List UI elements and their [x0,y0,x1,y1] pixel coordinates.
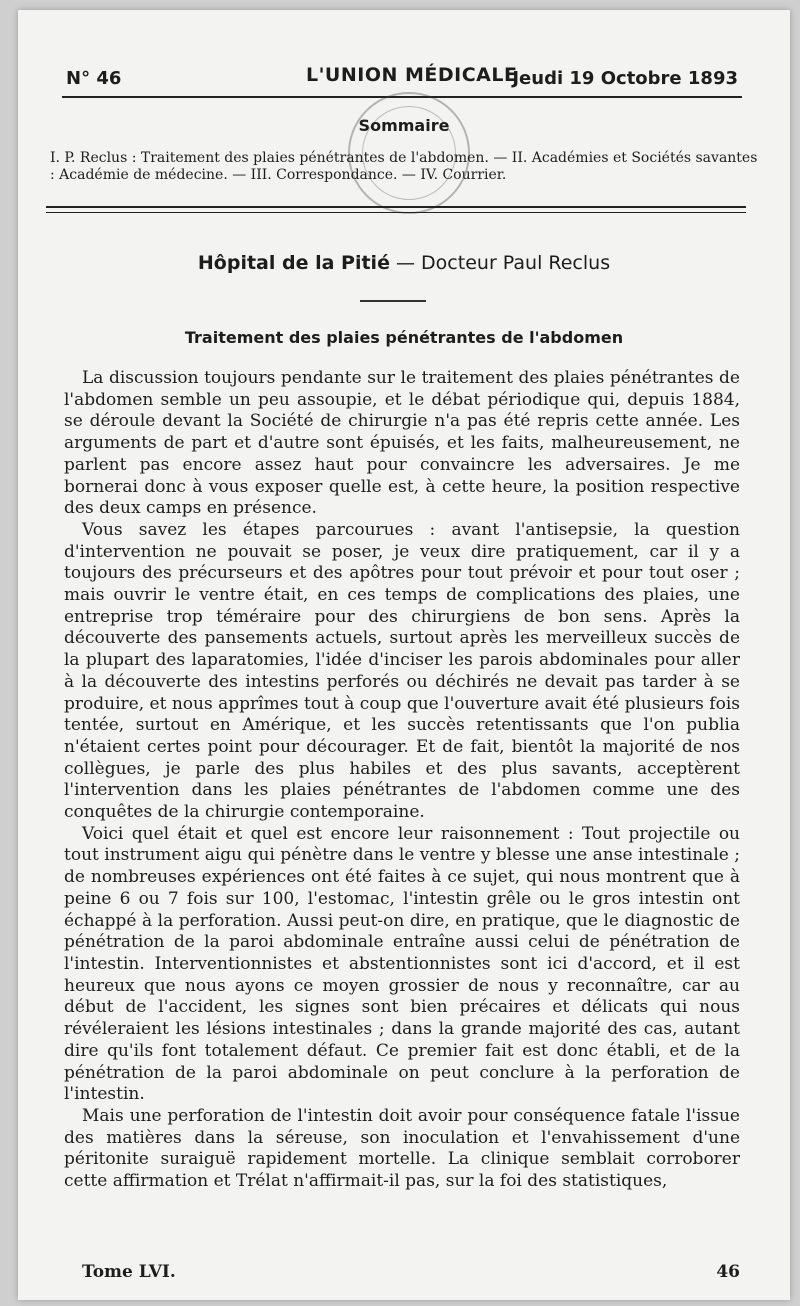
tome-label: Tome LVI. [82,1262,176,1282]
author-name: — Docteur Paul Reclus [396,252,611,274]
page-footer [64,1262,740,1286]
paragraph-2: Vous savez les étapes parcourues : avant l'antisepsie, la question d'intervention ne pouvait se poser, je veux dire pratiquement, car il y a toujours des précurseurs et des apôtres pour tout prévoir et pour tout oser ; mais ouvrir le ventre était, en ces temps de complications des plaies, une entreprise trop téméraire pour des chirurgiens de bon sens. Après la découverte des pansements actuels, surtout après les merveilleux succès de la plupart des laparatomies, l'idée d'inciser les parois abdominales pour aller à la découverte des intestins perforés ou déchirés ne devait pas tarder à se produire, et nous apprîmes tout à coup que l'ouverture avait été plusieurs fois tentée, surtout en Amérique, et les succès retentissants que l'on publia n'étaient certes point pour décourager. Et de fait, bientôt la majorité de nos collègues, je parle des plus habiles et des plus savants, acceptèrent l'intervention dans les plaies pénétrantes de l'abdomen comme une des conquêtes de la chirurgie contemporaine. [64,519,740,823]
summary-rule-top [46,206,746,208]
hospital-name: Hôpital de la Pitié [197,252,390,274]
article-body [64,368,740,1193]
heading-divider [360,300,426,302]
journal-page [18,10,790,1300]
paragraph-4: Mais une perforation de l'intestin doit avoir pour conséquence fatale l'issue des matières dans la séreuse, son inoculation et l'envahissement d'une péritonite suraiguë rapidement mortelle. La clinique semblait corroborer cette affirmation et Trélat n'affirmait-il pas, sur la foi des statistiques, [64,1105,740,1192]
issue-date: Jeudi 19 Octobre 1893 [512,68,738,89]
paragraph-1: La discussion toujours pendante sur le traitement des plaies pénétrantes de l'abdomen semble un peu assoupie, et le débat périodique qui, depuis 1884, se déroule devant la Société de chirurgie n'a pas été repris cette année. Les arguments de part et d'autre sont épuisés, et les faits, malheureusement, ne parlent pas encore assez haut pour convaincre les adversaires. Je me bornerai donc à vous exposer quelle est, à cette heure, la position respective des deux camps en présence. [64,368,740,519]
summary-text: I. P. Reclus : Traitement des plaies pénétrantes de l'abdomen. — II. Académies et Sociétés savantes : Académie de médecine. — III. Correspondance. — IV. Courrier. [50,150,758,183]
article-heading [18,252,790,274]
page-header [66,62,738,94]
paragraph-3: Voici quel était et quel est encore leur raisonnement : Tout projectile ou tout instrument aigu qui pénètre dans le ventre y blesse une anse intestinale ; de nombreuses expériences ont été faites à ce sujet, qui nous montrent que à peine 6 ou 7 fois sur 100, l'estomac, l'intestin grêle ou le gros intestin ont échappé à la perforation. Aussi peut-on dire, en pratique, que le diagnostic de pénétration de la paroi abdominale entraîne aussi celui de pénétration de l'intestin. Interventionnistes et abstentionnistes sont ici d'accord, et il est heureux que nous ayons ce moyen grossier de nous y reconnaître, car au début de l'accident, les signes sont bien précaires et délicats qui nous révéleraient les lésions intestinales ; dans la grande majorité des cas, autant dire qu'ils font totalement défaut. Ce premier fait est donc établi, et de la pénétration de la paroi abdominale on peut conclure à la perforation de l'intestin. [64,823,740,1105]
summary-title: Sommaire [358,116,450,135]
journal-title: L'UNION MÉDICALE [306,64,518,86]
issue-number: N° 46 [66,68,122,89]
page-number: 46 [716,1262,740,1282]
article-subject: Traitement des plaies pénétrantes de l'abdomen [184,328,624,347]
summary-rule-bottom [46,212,746,213]
